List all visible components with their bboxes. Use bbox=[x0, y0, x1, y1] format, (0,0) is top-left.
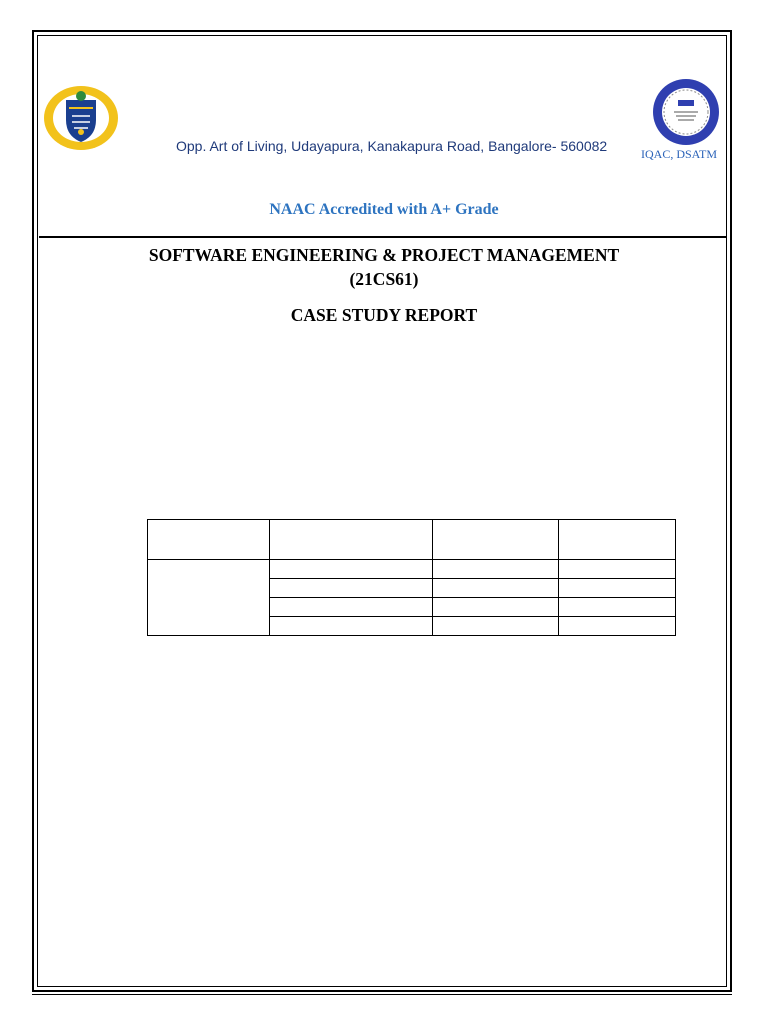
table-cell bbox=[433, 617, 559, 636]
institution-crest-logo bbox=[42, 84, 120, 152]
table-cell bbox=[559, 598, 676, 617]
iqac-caption: IQAC, DSATM bbox=[641, 147, 718, 161]
table-cell bbox=[270, 579, 433, 598]
table-header-cell bbox=[148, 520, 270, 560]
table-cell bbox=[433, 560, 559, 579]
institution-address: Opp. Art of Living, Udayapura, Kanakapura Road, Bangalore- 560082 bbox=[176, 138, 608, 154]
header-divider bbox=[39, 236, 727, 238]
table-header-row bbox=[148, 520, 676, 560]
table-cell bbox=[270, 617, 433, 636]
table-cell bbox=[559, 617, 676, 636]
table-cell bbox=[559, 560, 676, 579]
accreditation-line: NAAC Accredited with A+ Grade bbox=[269, 201, 499, 218]
table-header-cell bbox=[559, 520, 676, 560]
page-border-inner bbox=[37, 35, 727, 987]
report-type: CASE STUDY REPORT bbox=[290, 305, 478, 325]
table-cell bbox=[559, 579, 676, 598]
table-row bbox=[148, 560, 676, 579]
table-cell bbox=[270, 560, 433, 579]
table-cell bbox=[270, 598, 433, 617]
footer-rule bbox=[32, 994, 732, 995]
iqac-seal-logo bbox=[652, 78, 720, 146]
table-cell bbox=[433, 598, 559, 617]
team-details-table bbox=[147, 519, 676, 636]
merged-cell bbox=[148, 560, 270, 636]
course-title: SOFTWARE ENGINEERING & PROJECT MANAGEMENT bbox=[148, 245, 620, 265]
table-header-cell bbox=[270, 520, 433, 560]
table-header-cell bbox=[433, 520, 559, 560]
table-cell bbox=[433, 579, 559, 598]
course-code: (21CS61) bbox=[349, 269, 419, 289]
